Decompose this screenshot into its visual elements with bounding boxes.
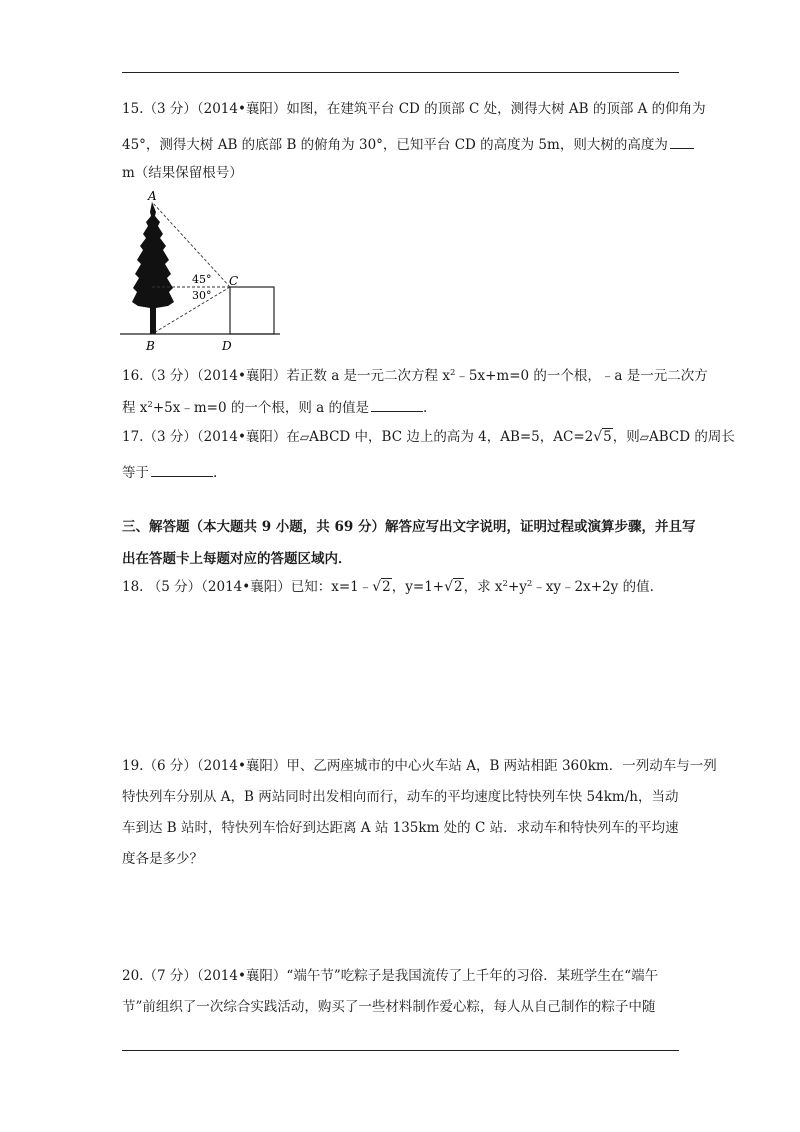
platform-cd (230, 287, 274, 334)
q16-line-2-post: +5x﹣m=0 的一个根，则 a 的值是 (152, 400, 369, 416)
q16-line-2 (122, 397, 427, 417)
q17-line-2-end: . (213, 465, 218, 481)
q16-answer-blank (371, 397, 423, 412)
label-c: C (229, 274, 239, 288)
q17-line-1-mid: ABCD 中，BC 边上的高为 4，AB=5，AC=2 (309, 429, 594, 445)
q17-radicand: 5 (603, 429, 612, 445)
q18-line (122, 578, 654, 596)
q16-line-1-post: ﹣5x+m=0 的一个根，﹣a 是一元二次方 (455, 368, 708, 384)
q18-post-1: ，求 x (463, 579, 503, 595)
q18-radicand-2: 2 (454, 579, 463, 595)
q16-line-1 (122, 367, 708, 385)
q20-line-2: 节”前组织了一次综合实践活动，购买了一些材料制作爱心粽，每人从自己制作的粽子中随 (122, 999, 656, 1015)
q15-line-3: m（结果保留根号） (122, 165, 243, 181)
q18-pre: 18. （5 分）（2014•襄阳）已知：x=1﹣ (122, 579, 373, 595)
q18-radicand-1: 2 (382, 579, 391, 595)
q16-line-2-pre: 程 x (122, 400, 148, 416)
q17-answer-blank (151, 462, 213, 477)
q16-line-2-end: . (422, 400, 428, 416)
q20-line-1: 20.（7 分）（2014•襄阳）“端午节”吃粽子是我国流传了上千年的习俗．某班学生在“端午 (122, 968, 659, 984)
q15-line-1: 15.（3 分）（2014•襄阳）如图，在建筑平台 CD 的顶部 C 处，测得大树 AB 的顶部 A 的仰角为 (122, 101, 706, 117)
label-angle-30: 30° (192, 289, 212, 302)
q17-line-2 (122, 462, 217, 482)
q16-sup-2: 2 (147, 400, 153, 410)
q15-line-2-text: 45°，测得大树 AB 的底部 B 的俯角为 30°，已知平台 CD 的高度为 5m，则大树的高度为 (122, 137, 668, 153)
q17-line-1-pre: 17.（3 分）（2014•襄阳）在 (122, 429, 300, 445)
q18-post-3: ﹣xy﹣2x+2y 的值. (532, 579, 654, 595)
top-rule (122, 72, 679, 73)
q15-answer-blank (670, 134, 694, 149)
q19-line-3: 车到达 B 站时，特快列车恰好到达距离 A 站 135km 处的 C 站．求动车和特快列车的平均速 (122, 820, 679, 836)
label-d: D (222, 339, 232, 353)
label-b: B (146, 339, 155, 353)
label-angle-45: 45° (192, 273, 212, 286)
section-3-heading-line-2: 出在答题卡上每题对应的答题区域内． (122, 551, 352, 567)
q17-line-1 (122, 428, 735, 446)
q17-sqrt-5: √5 (593, 429, 612, 445)
q19-line-2: 特快列车分别从 A，B 两站同时出发相向而行，动车的平均速度比特快列车快 54km/h，当动 (122, 789, 679, 805)
q18-sup-1: 2 (502, 579, 508, 589)
label-a: A (148, 190, 157, 203)
q17-line-1-end: ABCD 的周长 (649, 429, 735, 445)
tree-silhouette (132, 202, 174, 334)
parallelogram-symbol-2: ▱ (639, 430, 649, 444)
q16-sup-1: 2 (449, 368, 456, 378)
q15-figure (112, 190, 292, 355)
q17-line-1-post: ，则 (612, 429, 640, 445)
q19-line-1: 19.（6 分）（2014•襄阳）甲、乙两座城市的中心火车站 A，B 两站相距 360km．一列动车与一列 (122, 758, 717, 774)
q19-line-4: 度各是多少？ (122, 851, 203, 867)
q18-sqrt-1: √2 (372, 579, 391, 595)
q18-mid: ，y=1+ (391, 579, 445, 595)
parallelogram-symbol-1: ▱ (299, 430, 310, 444)
section-3-heading-line-1: 三、解答题（本大题共 9 小题，共 69 分）解答应写出文字说明，证明过程或演算步骤，并且写 (122, 519, 696, 535)
q15-line-2 (122, 134, 694, 154)
q16-line-1-pre: 16.（3 分）（2014•襄阳）若正数 a 是一元二次方程 x (122, 368, 450, 384)
bottom-rule (122, 1050, 679, 1051)
q18-sqrt-2: √2 (444, 579, 463, 595)
q17-line-2-pre: 等于 (122, 465, 149, 481)
q18-sup-2: 2 (526, 579, 533, 589)
q18-post-2: +y (507, 579, 527, 595)
